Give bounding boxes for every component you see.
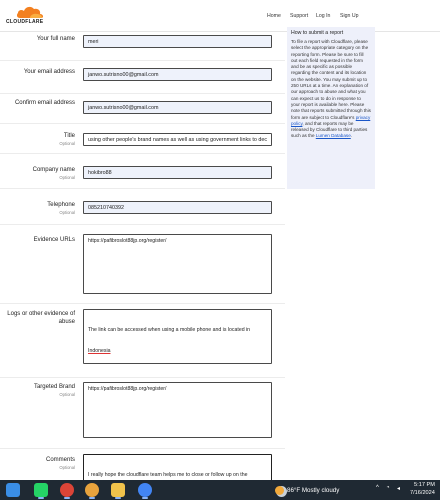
running-indicator [142, 497, 148, 499]
tray-wifi-icon[interactable]: ◔ [386, 485, 390, 491]
comments-textarea[interactable] [83, 454, 272, 482]
telephone-optional-hint: Optional [59, 210, 75, 215]
form-row-logs [0, 304, 285, 378]
form-row-targeted-brand [0, 378, 285, 449]
company-input[interactable]: hokibro88 [83, 166, 272, 179]
logs-label-line2: abuse [58, 319, 75, 325]
form-row-email [0, 61, 285, 94]
file-explorer-icon[interactable] [111, 483, 125, 497]
form-row-telephone [0, 189, 285, 225]
evidence-urls-label: Evidence URLs [33, 237, 75, 243]
cloudflare-logo[interactable] [6, 5, 54, 27]
full-name-label: Your full name [36, 36, 75, 42]
how-to-submit-panel [287, 27, 375, 189]
confirm-email-input[interactable]: janwo.sutrisno00@gmail.com [83, 101, 272, 114]
form-row-company [0, 154, 285, 189]
form-row-full-name [0, 30, 285, 61]
logs-label-line1: Logs or other evidence of [7, 311, 75, 317]
weather-text: 86°F Mostly cloudy [287, 486, 340, 494]
nav-login-link[interactable]: Log In [316, 13, 331, 19]
clock-time: 5:17 PM [414, 482, 435, 488]
cloud-icon [16, 5, 44, 19]
whatsapp-icon[interactable] [34, 483, 48, 497]
windows-start-icon[interactable] [6, 483, 20, 497]
nav-signup-link[interactable]: Sign Up [340, 13, 359, 19]
info-panel-text: , and that reports may be released by Cloudflare to third parties such as the [291, 120, 368, 139]
comments-text-line: I really hope the cloudflare team helps me to close or follow up on the [88, 472, 248, 478]
nav-home-link[interactable]: Home [267, 13, 281, 19]
running-indicator [64, 497, 70, 499]
targeted-brand-optional-hint: Optional [59, 392, 75, 397]
info-panel-text: To file a report with Cloudflare, please select the appropriate category on the reporting form. Please be sure to fill out each field requested in the form and be as specific as possible regarding the content and its location on the website. You may submit up to 250 URLs at a time. An explanation of our approach to abuse and what you can expect us to do in response to your report is available here. Please note that reports submitted through this form are subject to Cloudflare's [291, 39, 371, 120]
email-label: Your email address [23, 69, 75, 75]
targeted-brand-label: Targeted Brand [33, 384, 75, 390]
running-indicator [115, 497, 121, 499]
comments-label: Comments [45, 457, 75, 463]
title-optional-hint: Optional [59, 141, 75, 146]
weather-widget[interactable] [275, 484, 339, 496]
weather-cloud-sun-icon [275, 486, 284, 495]
info-panel-heading: How to submit a report [291, 30, 344, 36]
telephone-input[interactable]: 085210740392 [83, 201, 272, 214]
taskbar-clock[interactable] [410, 482, 435, 497]
title-label: Title [63, 133, 75, 139]
windows-taskbar [0, 480, 440, 500]
form-row-comments [0, 449, 285, 480]
comments-optional-hint: Optional [59, 465, 75, 470]
telephone-label: Telephone [47, 202, 75, 208]
chrome-icon[interactable] [60, 483, 74, 497]
form-row-evidence-urls [0, 225, 285, 304]
tray-speaker-icon[interactable]: ◂ [397, 486, 401, 492]
info-panel-text: . [350, 133, 353, 139]
logs-text-line: Indonesia [88, 348, 111, 354]
info-panel-body [291, 39, 371, 140]
logo-wordmark: CLOUDFLARE [6, 19, 44, 25]
email-input[interactable]: janwo.sutrisno00@gmail.com [83, 68, 272, 81]
form-row-title [0, 124, 285, 154]
privacy-policy-link[interactable]: privacy policy [291, 114, 371, 126]
chrome-window-icon[interactable] [138, 483, 152, 497]
chrome-profile-icon[interactable] [85, 483, 99, 497]
lumen-database-link[interactable]: Lumen Database [315, 133, 351, 139]
company-optional-hint: Optional [59, 175, 75, 180]
logs-text-line: The link can be accessed when using a mobile phone and is located in [88, 327, 251, 333]
company-label: Company name [32, 167, 75, 173]
nav-support-link[interactable]: Support [290, 13, 309, 19]
form-row-confirm-email [0, 94, 285, 124]
evidence-urls-textarea[interactable]: https://pafibroslot88jp.org/register/ [83, 234, 272, 294]
clock-date: 7/16/2024 [410, 489, 435, 496]
running-indicator [89, 497, 95, 499]
logs-textarea[interactable] [83, 309, 272, 364]
title-input[interactable]: using other people's brand names as well as using government links to dec [83, 133, 272, 146]
targeted-brand-textarea[interactable]: https://pafibroslot88jp.org/register/ [83, 382, 272, 438]
full-name-input[interactable]: meri [83, 35, 272, 48]
confirm-email-label: Confirm email address [14, 100, 75, 106]
tray-chevron-up-icon[interactable]: ^ [376, 485, 379, 491]
running-indicator [38, 497, 44, 499]
